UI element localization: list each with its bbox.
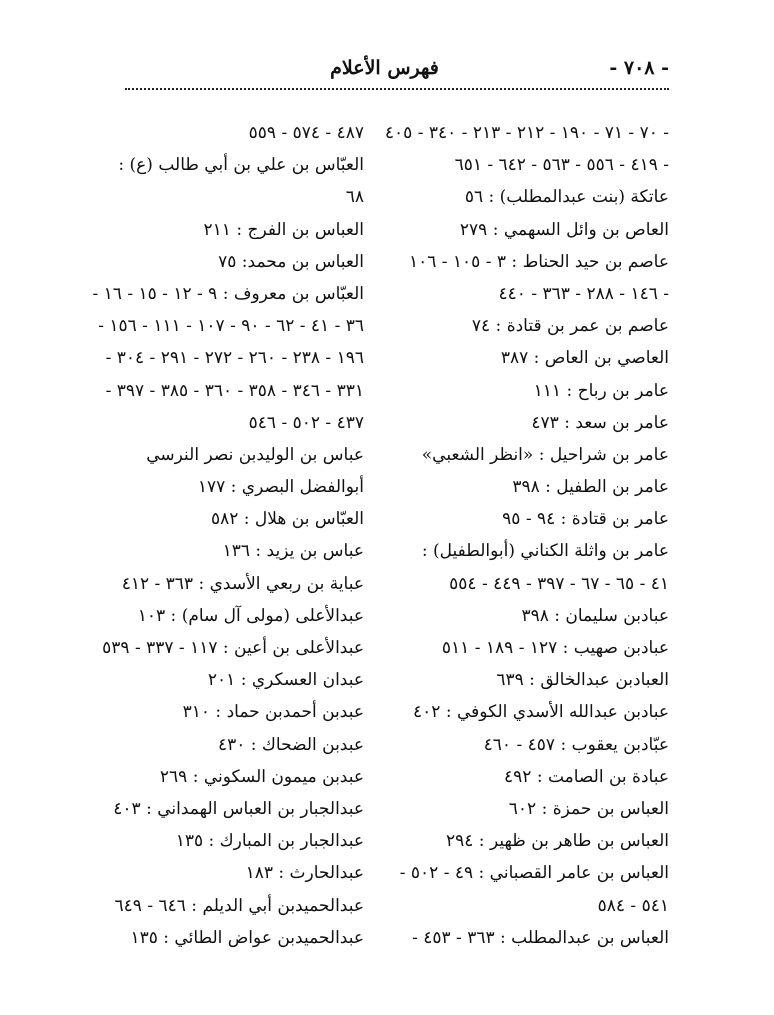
index-entry: ١٩٦ - ٢٣٨ - ٢٦٠ - ٢٧٢ - ٢٩١ - ٣٠٤ - [105,348,364,369]
index-entry: عبدبن ميمون السكوني : ٢٦٩ [159,766,364,787]
index-entry: عامر بن رباح : ١١١ [533,380,669,401]
index-entry: العباس بن طاهر بن ظهير : ٢٩٤ [446,831,669,852]
index-entry: عاتكة (بنت عبدالمطلب) : ٥٦ [464,187,669,208]
index-entry: عامر بن شراحيل : «انظر الشعبي» [421,444,669,465]
index-entry: عبّادبن يعقوب : ٤٥٧ - ٤٦٠ [483,734,669,755]
index-entry: عبدالجبار بن العباس الهمداني : ٤٠٣ [113,798,364,819]
index-entry: العباس بن عامر القصباني : ٤٩ - ٥٠٢ - [399,863,669,884]
index-entry: ٤١ - ٦٥ - ٦٧ - ٣٩٧ - ٤٤٩ - ٥٥٤ [449,573,669,594]
index-entry: - ٧٠ - ٧١ - ١٩٠ - ٢١٢ - ٢١٣ - ٣٤٠ - ٤٠٥ [384,123,669,143]
index-entry: عباس بن يزيد : ١٣٦ [222,541,364,562]
index-entry: العبّاس بن هلال : ٥٨٢ [210,509,364,530]
page-number: - ٧٠٨ - [609,57,669,79]
index-entry: عبدالأعلى بن أعين : ١١٧ - ٣٣٧ - ٥٣٩ [102,638,364,658]
index-entry: عامر بن واثلة الكناني (أبوالطفيل) : [421,541,669,562]
index-entry: ٣٦ - ٤١ - ٦٢ - ٩٠ - ١٠٧ - ١١١ - ١٥٦ - [98,316,364,337]
index-entry: العبّاس بن معروف : ٩ - ١٢ - ١٥ - ١٦ - [92,283,364,304]
index-entry: عامر بن قتادة : ٩٤ - ٩٥ [502,509,669,530]
index-entry: عاصم بن حيد الحناط : ٣ - ١٠٥ - ١٠٦ [408,251,669,272]
index-entry: عامر بن الطفيل : ٣٩٨ [512,477,669,498]
index-entry: العباس بن حمزة : ٦٠٢ [508,798,669,819]
page-header [100,55,669,85]
index-entry: عبادبن سليمان : ٣٩٨ [521,605,669,626]
index-entry: ٤٣٧ - ٥٠٢ - ٥٤٦ [248,412,364,433]
index-entry: عبدالحارث : ١٨٣ [245,863,364,884]
index-entry: العبّاس بن علي بن أبي طالب (ع) : [118,155,364,176]
index-column-right [364,117,669,954]
index-entry: العاصي بن العاص : ٣٨٧ [500,348,669,369]
header-divider [125,88,669,90]
index-entry: العباس بن الفرج : ٢١١ [203,219,364,240]
index-entry: عاصم بن عمر بن قتادة : ٧٤ [471,316,669,337]
index-entry: عبدالأعلى (مولى آل سام) : ١٠٣ [137,605,364,626]
index-entry: أبوالفضل البصري : ١٧٧ [197,477,364,498]
index-entry: عبدالحميدبن أبي الديلم : ٦٤٦ - ٦٤٩ [114,895,364,916]
index-entry: العبادبن عبدالخالق : ٦٣٩ [496,670,669,691]
index-entry: ٥٤١ - ٥٨٤ [597,895,669,916]
index-entry: عبادة بن الصامت : ٤٩٢ [504,766,669,787]
index-entry: ٦٨ [345,187,364,208]
page-title: فهرس الأعلام [330,57,439,79]
index-entry: عبدبن أحمدبن حماد : ٣١٠ [182,702,364,723]
index-entry: العباس بن عبدالمطلب : ٣٦٣ - ٤٥٣ - [412,927,669,948]
index-entry: ٣٣١ - ٣٤٦ - ٣٥٨ - ٣٦٠ - ٣٨٥ - ٣٩٧ - [105,380,364,401]
index-entry: ٤٨٧ - ٥٧٤ - ٥٥٩ [248,123,364,143]
index-entry: عباية بن ربعي الأسدي : ٣٦٣ - ٤١٢ [121,573,364,594]
index-entry: عبادبن صهيب : ١٢٧ - ١٨٩ - ٥١١ [441,638,669,658]
index-entry: عبدبن الضحاك : ٤٣٠ [217,734,364,755]
index-entry: عبدالجبار بن المبارك : ١٣٥ [175,831,364,852]
index-entry: عبادبن عبدالله الأسدي الكوفي : ٤٠٢ [413,702,669,723]
index-entry: عباس بن الوليدبن نصر النرسي [146,444,364,465]
index-entry: - ١٤٦ - ٢٨٨ - ٣٦٣ - ٤٤٠ [498,283,669,304]
index-entry: - ٤١٩ - ٥٥٦ - ٥٦٣ - ٦٤٢ - ٦٥١ [454,155,669,176]
index-entry: العاص بن وائل السهمي : ٢٧٩ [459,219,669,240]
index-entry: العباس بن محمد: ٧٥ [218,251,364,272]
index-entry: عامر بن سعد : ٤٧٣ [531,412,669,433]
index-entry: عبدان العسكري : ٢٠١ [207,670,364,691]
index-entry: عبدالحميدبن عواض الطائي : ١٣٥ [130,927,364,948]
index-column-left [64,117,364,954]
